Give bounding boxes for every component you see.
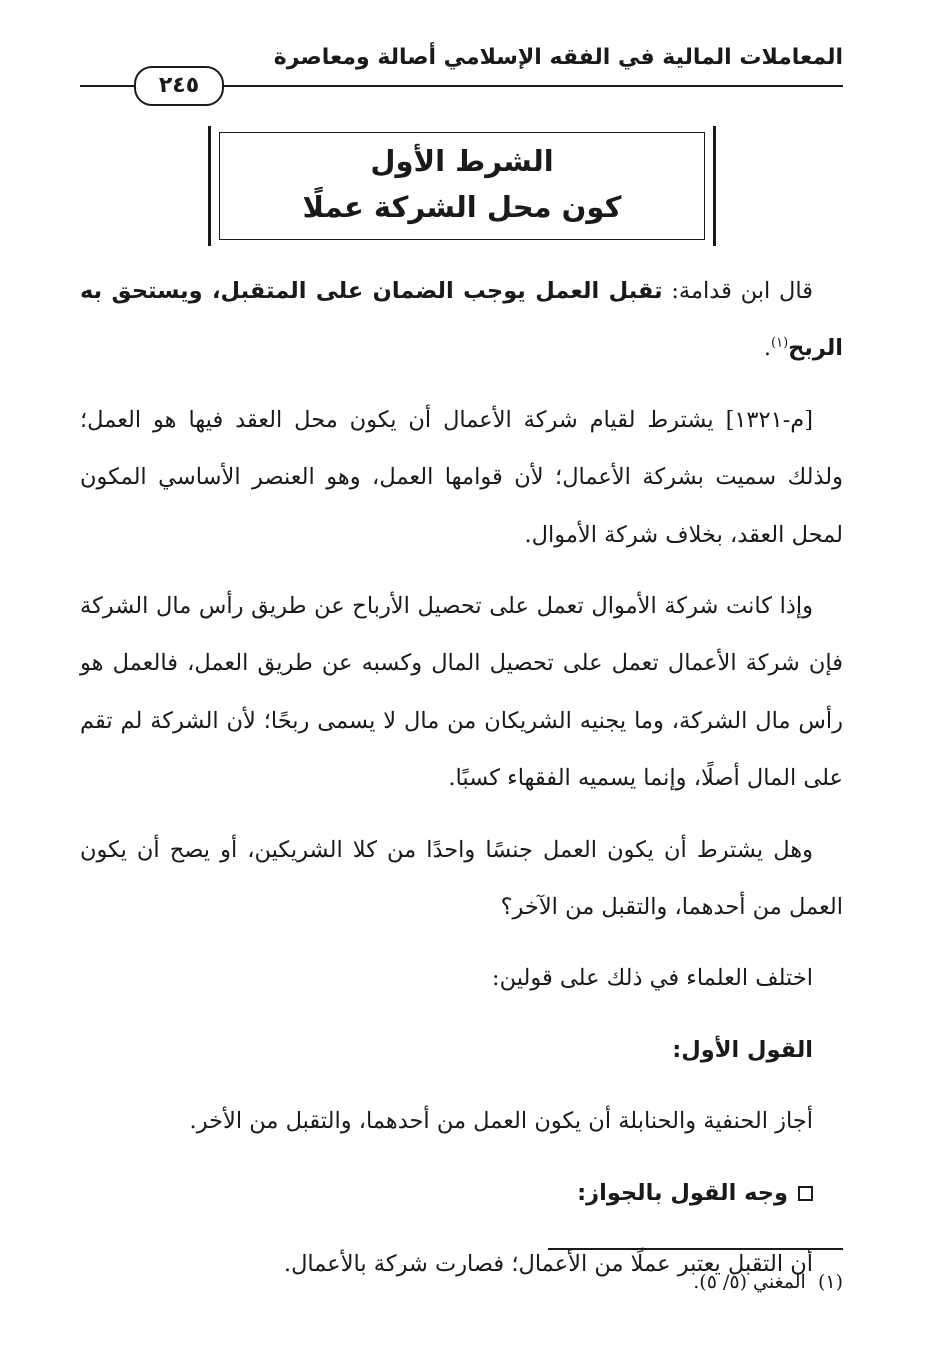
body-text xyxy=(80,263,843,1294)
paragraph-first-opinion: أجاز الحنفية والحنابلة أن يكون العمل من أحدهما، والتقبل من الأخر. xyxy=(189,1108,813,1135)
quote-intro: قال ابن قدامة: xyxy=(662,278,813,304)
running-title: المعاملات المالية في الفقه الإسلامي أصالة ومعاصرة xyxy=(273,45,843,70)
section-title-box xyxy=(208,126,716,246)
paragraph-capital: وإذا كانت شركة الأموال تعمل على تحصيل الأرباح عن طريق رأس مال الشركة فإن شركة الأعمال تعمل على تحصيل المال وكسبه عن طريق العمل، فالعمل هو رأس مال الشركة، وما يجنيه الشريكان من مال لا يسمى ربحًا؛ لأن الشركة لم تقم على المال أصلًا، وإنما يسميه الفقهاء كسبًا. xyxy=(80,593,843,792)
heading-permissibility xyxy=(80,1165,843,1222)
section-title-line1: الشرط الأول xyxy=(370,144,554,178)
heading-first-opinion: القول الأول: xyxy=(672,1036,813,1063)
paragraph-condition: [م-١٣٢١] يشترط لقيام شركة الأعمال أن يكون محل العقد فيها هو العمل؛ ولذلك سميت بشركة الأعمال؛ لأن قوامها العمل، وهو العنصر الأساسي المكون لمحل العقد، بخلاف شركة الأموال. xyxy=(80,406,843,548)
heading-permissibility-text: وجه القول بالجواز: xyxy=(577,1179,788,1206)
footnote-rule xyxy=(548,1248,843,1250)
section-title-line2: كون محل الشركة عملًا xyxy=(302,190,622,224)
footnote-text: المغني (٥/ ٥). xyxy=(693,1271,806,1293)
footnote-1 xyxy=(343,1262,843,1302)
footnote-ref[interactable]: (١) xyxy=(771,335,789,351)
quote-end: . xyxy=(763,335,772,362)
quote-text: تقبل العمل يوجب الضمان على المتقبل، ويستحق به الربح xyxy=(80,278,843,362)
footnote-number: (١) xyxy=(817,1271,843,1293)
page-number: ٢٤٥ xyxy=(134,66,224,106)
paragraph-dispute: اختلف العلماء في ذلك على قولين: xyxy=(491,965,813,992)
square-bullet-icon xyxy=(798,1186,813,1201)
paragraph-ibn-qudama xyxy=(80,263,843,378)
paragraph-question: وهل يشترط أن يكون العمل جنسًا واحدًا من كلا الشريكين، أو يصح أن يكون العمل من أحدهما، والتقبل من الآخر؟ xyxy=(80,836,843,921)
paragraph-permissibility: أن التقبل يعتبر عملًا من الأعمال؛ فصارت شركة بالأعمال. xyxy=(283,1251,813,1278)
